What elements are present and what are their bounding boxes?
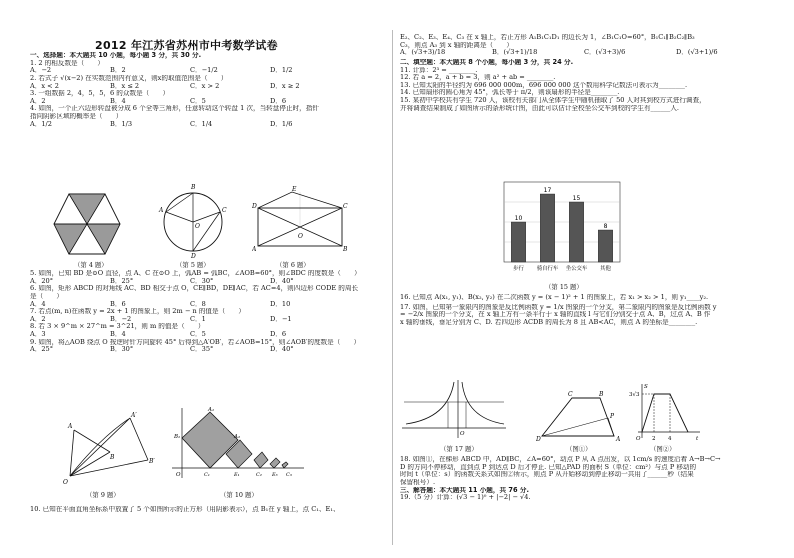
q18-text-a: 18. 如图①，在梯形 ABCD 中，AD∥BC，∠A=60°，动点 P 从 A 点出发，以 1cm/s 的速度沿着 A→B→C→ [400, 456, 721, 463]
q4-options [30, 121, 385, 129]
q18-text-d: 保留根号）. [400, 478, 436, 486]
svg-text:B: B [191, 184, 196, 191]
option: C．5 [190, 330, 206, 339]
q14-text: 14. 已知扇形的圆心角为 45°，弧长等于 π/2，则该扇形的半径是________. [400, 89, 620, 97]
option: D．(√3+1)/6 [676, 48, 718, 57]
figure-18-caption-1: （图①） [566, 445, 592, 453]
figure-5-caption: （第 5 题） [176, 261, 210, 269]
q17-text-b: = −2/x 图象的一个分支，在 x 轴上方有一条平行于 x 轴的直线 l 与它们分别交于点 A、B，过点 A、B 作 [400, 311, 711, 319]
q11-text: 11. 计算：2³ = ________. [400, 66, 478, 74]
svg-text:A₁: A₁ [208, 407, 215, 413]
figure-18-trapezoid [536, 388, 626, 442]
q10-options [400, 49, 772, 57]
q19-text: 19.（5 分）计算：(√3 − 1)⁰ + |−2| − √4. [400, 494, 531, 502]
svg-text:t: t [696, 436, 699, 442]
chart-category-label: 骑自行车 [536, 266, 559, 272]
option: A．25° [30, 345, 54, 354]
svg-text:O: O [176, 472, 181, 478]
option: A．(√3+3)/18 [400, 48, 446, 57]
option: C．8 [190, 299, 206, 308]
q4-text-b: 指向阴影区域的概率是（ ） [30, 113, 123, 121]
svg-text:B: B [343, 246, 348, 252]
option: C．30° [190, 276, 214, 285]
svg-text:C: C [343, 203, 348, 210]
option: A．4 [30, 299, 46, 308]
chart-bar [540, 194, 555, 262]
option: B．6 [110, 299, 126, 308]
svg-text:4: 4 [668, 436, 672, 442]
chart-category-label: 其他 [600, 266, 611, 272]
q17-text-c: x 轴的垂线，垂足分别为 C、D. 若四边形 ACDB 的周长为 8 且 AB<AC，则点 A 的坐标是________. [400, 318, 698, 326]
figure-18-graph [628, 380, 704, 444]
option: C．35° [190, 345, 214, 354]
svg-text:E: E [292, 186, 297, 193]
svg-text:A₂: A₂ [234, 434, 241, 440]
q16-text: 16. 已知点 A(x₁, y₁)、B(x₂, y₂) 在二次函数 y = (x − 1)² + 1 的图象上，若 x₁ > x₂ > 1，则 y₁____y₂. [400, 294, 709, 301]
q18-text-b: D 的方向不停移动，直到点 P 到达点 D 后才停止. 已知△PAD 的面积 S（单位：cm²）与点 P 移动的 [400, 463, 697, 471]
option: B．2 [110, 66, 126, 75]
chart-data-label: 17 [543, 187, 552, 194]
option: D．40° [270, 276, 294, 285]
q6-text-a: 6. 如图，矩形 ABCD 的对角线 AC、BD 相交于点 O，CE∥BD，DE∥AC，若 AC=4，则四边形 CODE 的周长 [30, 285, 359, 293]
svg-text:O: O [298, 233, 303, 240]
svg-text:C: C [568, 391, 573, 398]
figure-5-circle [158, 180, 228, 258]
right-column [400, 34, 772, 112]
q15-text-a: 15. 某初中学校共有学生 720 人，该校有关部门从全体学生中随机抽取了 50 人对其到校方式进行调查， [400, 97, 706, 105]
svg-text:B: B [110, 454, 115, 461]
right-column-bottom [400, 456, 772, 502]
svg-text:O: O [636, 436, 641, 442]
figure-15-caption: （第 15 题） [545, 283, 583, 291]
q1-options [30, 67, 385, 75]
option: A．2 [30, 314, 46, 323]
figure-6-rectangle [252, 186, 348, 252]
q10-text-cont-a: E₂、C₂、E₃、E₄、C₃ 在 x 轴上，若正方形 A₁B₁C₁D₁ 的边长为 1，∠B₁C₁O=60°，B₁C₁∥B₂C₂∥B₃ [400, 34, 695, 41]
option: C．5 [190, 96, 206, 105]
option: B．4 [110, 330, 126, 339]
svg-text:B₁: B₁ [174, 434, 181, 440]
figure-9-caption: （第 9 题） [86, 491, 120, 499]
svg-text:C₁: C₁ [204, 472, 210, 478]
q7-text: 7. 若点(m, n)在函数 y = 2x + 1 的图象上，则 2m − n 的值是（ ） [30, 308, 245, 316]
figure-10-caption: （第 10 题） [220, 491, 258, 499]
option: A．2 [30, 96, 46, 105]
q15-text-b: 并将调查结果制成了如图所示的条形统计图，由此可以估计全校坐公交车到校的学生有______人. [400, 104, 680, 112]
svg-text:A′: A′ [131, 412, 137, 419]
option: D．1/6 [270, 119, 293, 128]
figure-4-hexagon [52, 192, 122, 256]
section-2-heading: 二、填空题：本大题共 8 个小题，每小题 3 分，共 24 分. [400, 58, 574, 66]
option: A．x < 2 [30, 81, 59, 90]
section-3-heading: 三、解答题：本大题共 11 小题，共 76 分. [400, 486, 529, 494]
svg-text:D: D [536, 436, 541, 442]
q3-text: 3. 一组数据 2，4，5，5，6 的众数是（ ） [30, 90, 170, 98]
option: B．1/3 [110, 119, 133, 128]
svg-text:A: A [252, 246, 257, 252]
figure-6-caption: （第 6 题） [276, 261, 310, 269]
svg-text:C₃: C₃ [286, 472, 292, 478]
option: A．1/2 [30, 119, 52, 128]
q8-text: 8. 若 3 × 9^m × 27^m = 3^21，则 m 的值是（ ） [30, 323, 205, 331]
svg-text:E₃: E₃ [272, 472, 278, 478]
q13-text: 13. 已知太阳的半径约为 696 000 000m，696 000 000 这个数用科学记数法可表示为________. [400, 81, 688, 89]
svg-text:D: D [252, 203, 257, 210]
option: B．(√3+1)/18 [492, 48, 538, 57]
q10-text: 10. 已知在平面直角坐标系中放置了 5 个如图所示的正方形（用阴影表示），点 B₁在 y 轴上，点 C₁、E₁、 [30, 506, 340, 513]
option: B．−2 [110, 314, 132, 323]
svg-text:O: O [195, 223, 200, 230]
svg-text:E₁: E₁ [234, 472, 240, 478]
figure-15-bar-chart [496, 176, 628, 280]
option: D．40° [270, 345, 294, 354]
q8-options [30, 331, 385, 339]
option: B．25° [110, 276, 134, 285]
figure-10-squares [168, 404, 308, 484]
q9-text: 9. 如图，将△AOB 绕点 O 按逆时针方向旋转 45° 后得到△A′OB′，若∠AOB=15°，则∠AOB′的度数是（ ） [30, 338, 361, 346]
option: B．30° [110, 345, 134, 354]
svg-text:B: B [599, 391, 604, 398]
option: D．10 [270, 299, 291, 308]
figure-4-caption: （第 4 题） [74, 261, 108, 269]
q7-options [30, 316, 385, 324]
svg-text:O: O [63, 479, 68, 486]
q10-text-cont-b: C₃，则点 A₃ 到 x 轴的距离是（ ） [400, 41, 513, 49]
option: C．1 [190, 314, 206, 323]
option: C．−1/2 [190, 66, 218, 75]
q4-text-a: 4. 如图，一个正六边形转盘被分成 6 个全等三角形，任意转动这个转盘 1 次，当转盘停止时，指针 [30, 105, 319, 113]
column-divider [392, 30, 393, 545]
svg-text:3√3: 3√3 [629, 392, 640, 398]
option: A．3 [30, 330, 46, 339]
option: C．x > 2 [190, 81, 220, 90]
q5-text: 5. 如图，已知 BD 是⊙O 直径，点 A、C 在⊙O 上，弧AB = 弧BC，∠AOB=60°，则∠BDC 的度数是（ ） [30, 270, 361, 277]
chart-category-label: 步行 [513, 266, 524, 272]
figure-18-caption-2: （图②） [650, 445, 676, 453]
q5-options [30, 278, 385, 286]
chart-data-label: 10 [514, 215, 523, 222]
exam-title: 2012 年江苏省苏州市中考数学试卷 [95, 39, 278, 52]
right-column-mid [400, 294, 772, 327]
option: D．−1 [270, 314, 292, 323]
svg-text:S: S [644, 384, 648, 390]
chart-bar [511, 222, 526, 262]
q17-text-a: 17. 如图，已知第一象限内的图象是反比例函数 y = 1/x 图象的一个分支，第二象限内的图象是反比例函数 y [400, 303, 717, 311]
svg-text:A: A [68, 423, 73, 430]
option: B．x ≤ 2 [110, 81, 140, 90]
option: A．20° [30, 276, 54, 285]
option: D．x ≥ 2 [270, 81, 300, 90]
q9-options [30, 346, 385, 354]
q6-options [30, 301, 385, 309]
option: A．−2 [30, 66, 52, 75]
option: C．1/4 [190, 119, 213, 128]
section-1-heading: 一、选择题：本大题共 10 小题，每小题 3 分，共 30 分. [30, 52, 202, 59]
chart-data-label: 8 [603, 223, 608, 230]
option: D．6 [270, 96, 287, 105]
chart-category-label: 坐公交车 [565, 266, 588, 272]
figure-9-rotation [60, 408, 160, 488]
option: C．(√3+3)/6 [584, 48, 626, 57]
q6-text-b: 是（ ） [30, 292, 63, 300]
svg-text:D: D [191, 253, 196, 258]
chart-bar [569, 202, 584, 262]
figure-17-hyperbola [400, 378, 510, 442]
q3-options [30, 98, 385, 106]
svg-text:C₂: C₂ [256, 472, 262, 478]
option: B．4 [110, 96, 126, 105]
q12-text: 12. 若 a = 2，a + b = 3，则 a² + ab = ________. [400, 74, 556, 82]
svg-text:A: A [616, 436, 621, 442]
svg-text:B′: B′ [149, 458, 155, 465]
chart-data-label: 15 [572, 195, 581, 202]
left-column [30, 52, 385, 128]
option: D．6 [270, 330, 287, 339]
option: D．1/2 [270, 66, 293, 75]
q2-options [30, 83, 385, 91]
svg-text:2: 2 [652, 436, 656, 442]
q1-text: 1. 2 的相反数是（ ） [30, 59, 105, 67]
q2-text: 2. 若式子 √(x−2) 在实数范围内有意义，则x的取值范围是（ ） [30, 74, 228, 82]
q18-text-c: 时间 t（单位：s）的函数关系式如图②所示，则点 P 从开始移动到停止移动一共用了______秒（结果 [400, 471, 694, 479]
svg-text:O: O [460, 431, 465, 437]
figure-17-caption: （第 17 题） [440, 445, 478, 453]
svg-text:P: P [610, 413, 615, 420]
svg-text:A: A [159, 207, 164, 214]
left-column-bottom [30, 506, 385, 514]
chart-bar [598, 230, 613, 262]
svg-text:C: C [222, 207, 227, 214]
left-column-lower [30, 270, 385, 354]
